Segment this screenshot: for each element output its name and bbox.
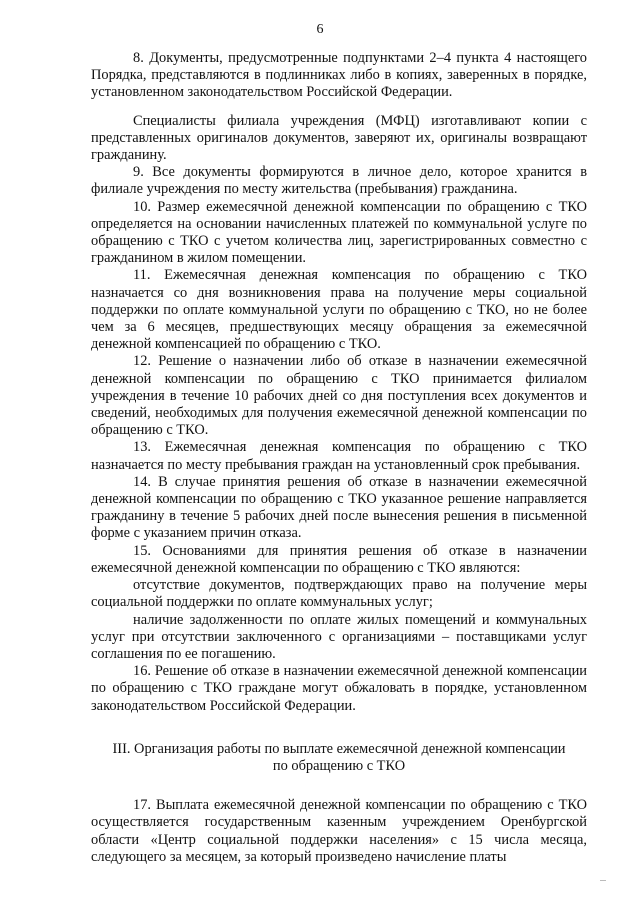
paragraph-15-item-1: отсутствие документов, подтверждающих право на получение меры социальной поддержки по оплате коммунальных услуг; bbox=[91, 577, 587, 611]
paragraph-17: 17. Выплата ежемесячной денежной компенсации по обращению с ТКО осуществляется государственным казенным учреждением Оренбургской области «Центр социальной поддержки населения» с 15 числа месяца, следующего за месяцем, за который произведено начисление платы bbox=[91, 797, 587, 865]
section-title-line-2: по обращению с ТКО bbox=[272, 757, 406, 774]
section-title bbox=[91, 741, 587, 775]
paragraph-15: 15. Основаниями для принятия решения об отказе в назначении ежемесячной денежной компенсации по обращению с ТКО являются: bbox=[91, 542, 587, 576]
paragraph-8-specialists: Специалисты филиала учреждения (МФЦ) изготавливают копии с представленных оригиналов документов, заверяют их, оригиналы возвращают гражданину. bbox=[91, 112, 587, 164]
paragraph-10: 10. Размер ежемесячной денежной компенсации по обращению с ТКО определяется на основании начисленных платежей по коммунальной услуге по обращению с ТКО с учетом количества лиц, зарегистрированных совместно с гражданином в жилом помещении. bbox=[91, 198, 587, 267]
page-number: 6 bbox=[316, 22, 324, 37]
paragraph-13: 13. Ежемесячная денежная компенсация по обращению с ТКО назначается по месту пребывания граждан на установленный срок пребывания. bbox=[91, 439, 587, 473]
document-body bbox=[91, 50, 587, 866]
paragraph-14: 14. В случае принятия решения об отказе в назначении ежемесячной денежной компенсации по обращению с ТКО указанное решение направляется гражданину в течение 5 рабочих дней после вынесения решения в письменной форме с указанием причин отказа. bbox=[91, 473, 587, 542]
paragraph-15-item-2: наличие задолженности по оплате жилых помещений и коммунальных услуг при отсутствии заключенного с организациями – поставщиками услуг соглашения по ее погашению. bbox=[91, 611, 587, 662]
section-title-line-1: III. Организация работы по выплате ежемесячной денежной компенсации bbox=[112, 740, 566, 757]
paragraph-spacer bbox=[91, 102, 587, 113]
paragraph-12: 12. Решение о назначении либо об отказе в назначении ежемесячной денежной компенсации по обращению с ТКО принимается филиалом учреждения в течение 10 рабочих дней со дня поступления всех документов и сведений, необходимых для получения ежемесячной денежной компенсации по обращению с ТКО. bbox=[91, 353, 587, 439]
paragraph-11: 11. Ежемесячная денежная компенсация по обращению с ТКО назначается со дня возникновения права на получение меры социальной поддержки по оплате коммунальной услуги по обращению с ТКО, но не более чем за 6 месяцев, предшествующих месяцу обращения за ежемесячной денежной компенсацией по обращению с ТКО. bbox=[91, 267, 587, 353]
scan-mark bbox=[600, 880, 606, 881]
paragraph-16: 16. Решение об отказе в назначении ежемесячной денежной компенсации по обращению с ТКО граждане могут обжаловать в порядке, установленном законодательством Российской Федерации. bbox=[91, 663, 587, 714]
paragraph-9: 9. Все документы формируются в личное дело, которое хранится в филиале учреждения по месту жительства (пребывания) гражданина. bbox=[91, 164, 587, 198]
paragraph-8: 8. Документы, предусмотренные подпунктами 2–4 пункта 4 настоящего Порядка, представляются в подлинниках либо в копиях, заверенных в порядке, установленном законодательством Российской Федерации. bbox=[91, 50, 587, 101]
